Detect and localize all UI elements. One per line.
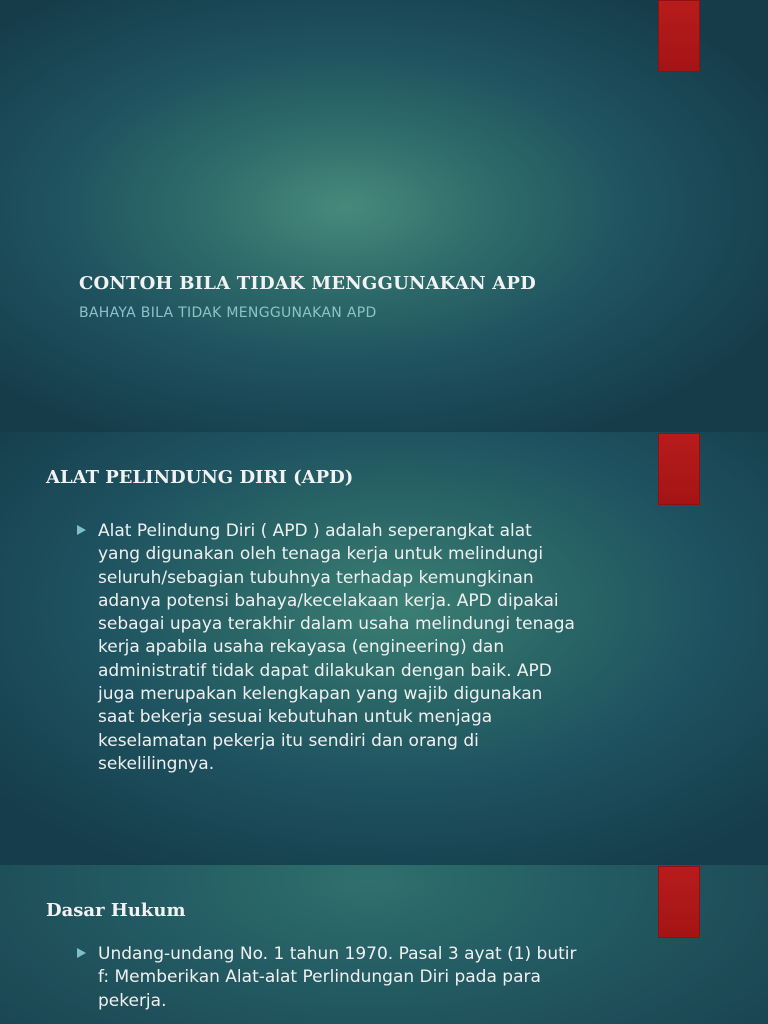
text-line: adanya potensi bahaya/kecelakaan kerja. APD dipakai [98,590,559,611]
red-accent-tab [658,866,700,938]
bullet-text [98,943,577,1013]
slide-apd-definition [0,432,768,865]
text-line: kerja apabila usaha rekayasa (engineering) dan [98,637,505,658]
slide-legal-basis [0,865,768,1024]
red-accent-tab [658,433,700,505]
bullet-item [77,520,575,776]
slide-title-heading: CONTOH BILA TIDAK MENGGUNAKAN APD [79,273,536,294]
slide-subtitle: BAHAYA BILA TIDAK MENGGUNAKAN APD [79,305,377,321]
text-line: yang digunakan oleh tenaga kerja untuk melindungi [98,544,544,565]
text-line: Alat Pelindung Diri ( APD ) adalah seperangkat alat [98,521,532,541]
text-line: administratif tidak dapat dilakukan dengan baik. APD [98,660,552,681]
slide-heading: Dasar Hukum [46,900,186,921]
bullet-arrow-icon [77,525,86,535]
bullet-arrow-icon [77,948,86,958]
slide-heading: ALAT PELINDUNG DIRI (APD) [46,467,354,488]
bullet-text [98,520,575,776]
red-accent-tab [658,0,700,72]
text-line: sebagai upaya terakhir dalam usaha melindungi tenaga [98,614,575,635]
text-line: seluruh/sebagian tubuhnya terhadap kemungkinan [98,567,534,588]
slide-title [0,0,768,432]
text-line: juga merupakan kelengkapan yang wajib digunakan [98,684,543,705]
text-line: f: Memberikan Alat-alat Perlindungan Diri pada para [98,967,541,988]
text-line: keselamatan pekerja itu sendiri dan orang di [98,730,479,751]
text-line: Undang-undang No. 1 tahun 1970. Pasal 3 ayat (1) butir [98,944,577,964]
text-line: pekerja. [98,990,167,1011]
text-line: saat bekerja sesuai kebutuhan untuk menjaga [98,707,493,728]
text-line: sekelilingnya. [98,753,215,774]
bullet-item [77,943,577,1013]
